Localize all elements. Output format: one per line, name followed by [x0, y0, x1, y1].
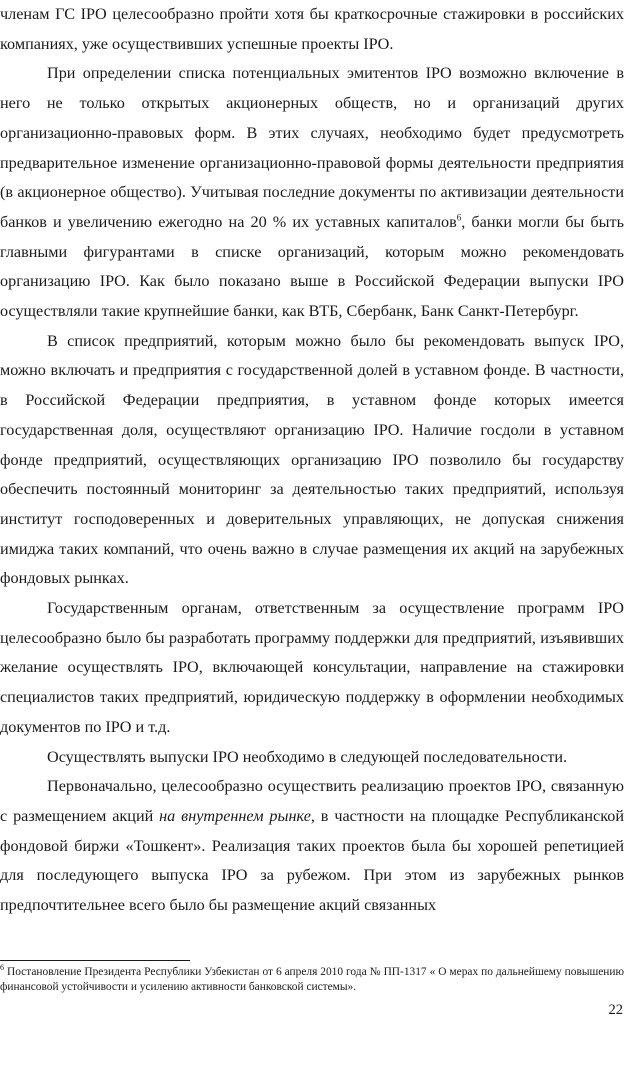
emphasis-text: на внутреннем рынке: [159, 806, 311, 825]
paragraph-p3: [0, 327, 624, 594]
paragraph-p5: [0, 743, 624, 773]
paragraph-p6: [0, 772, 624, 921]
paragraph-text: При определении списка потенциальных эмитентов IPO возможно включение в него не только открытых акционерных обществ, но и организаций других организационно-правовых форм. В этих случаях, необходимо будет предусмотреть предварительное изменение организационно-правовой формы деятельности предприятия (в акционерное общество). Учитывая последние документы по активизации деятельности банков и увеличению ежегодно на 20 % их уставных капиталов: [0, 64, 624, 231]
paragraph-text: Государственным органам, ответственным за осуществление программ IPO целесообразно было бы разработать программу поддержки для предприятий, изъявивших желание осуществлять IPO, включающей консультации, направление на стажировки специалистов таких предприятий, юридическую поддержку в оформлении необходимых документов по IPO и т.д.: [0, 599, 624, 736]
footnote-separator: [0, 960, 190, 961]
paragraph-p4: [0, 594, 624, 743]
paragraph-p2: [0, 59, 624, 326]
paragraph-text: Первоначально, целесообразно осуществить реализацию проектов IPO, связанную с размещением акций: [0, 777, 624, 825]
paragraph-text: Осуществлять выпуски IPO необходимо в следующей последовательности.: [47, 747, 568, 766]
footnote: [0, 965, 624, 995]
paragraph-text: , банки могли бы быть главными фигурантами в списке организаций, которым можно рекомендовать организацию IPO. Как было показано выше в Российской Федерации выпуски IPO осуществляли такие крупнейшие банки, как ВТБ, Сбербанк, Банк Санкт-Петербург.: [0, 212, 624, 321]
paragraph-p1: [0, 0, 624, 59]
paragraph-text: членам ГС IPO целесообразно пройти хотя бы краткосрочные стажировки в российских компаниях, уже осуществивших успешные проекты IPO.: [0, 5, 624, 53]
page-number: 22: [608, 1002, 623, 1018]
footnote-reference: 6: [456, 212, 462, 223]
footnote-marker: 6: [0, 963, 4, 973]
paragraph-text: В список предприятий, которым можно было бы рекомендовать выпуск IPO, можно включать и предприятия с государственной долей в уставном фонде. В частности, в Российской Федерации предприятия, в уставном фонде которых имеется государственная доля, осуществляют организацию IPO. Наличие госдоли в уставном фонде предприятий, осуществляющих организацию IPO позволило бы государству обеспечить постоянный мониторинг за деятельностью таких предприятий, используя институт господоверенных и доверительных управляющих, не допуская снижения имиджа таких компаний, что очень важно в случае размещения их акций на зарубежных фондовых рынках.: [0, 331, 624, 588]
footnote-text: Постановление Президента Республики Узбекистан от 6 апреля 2010 года № ПП-1317 « О мерах по дальнейшему повышению финансовой устойчивости и усилению активности банковской системы».: [0, 966, 624, 993]
paragraph-text: , в частности на площадке Республиканской фондовой биржи «Тошкент». Реализация таких проектов была бы хорошей репетицией для последующего выпуска IPO за рубежом. При этом из зарубежных рынков предпочтительнее всего было бы размещение акций связанных: [0, 806, 624, 915]
